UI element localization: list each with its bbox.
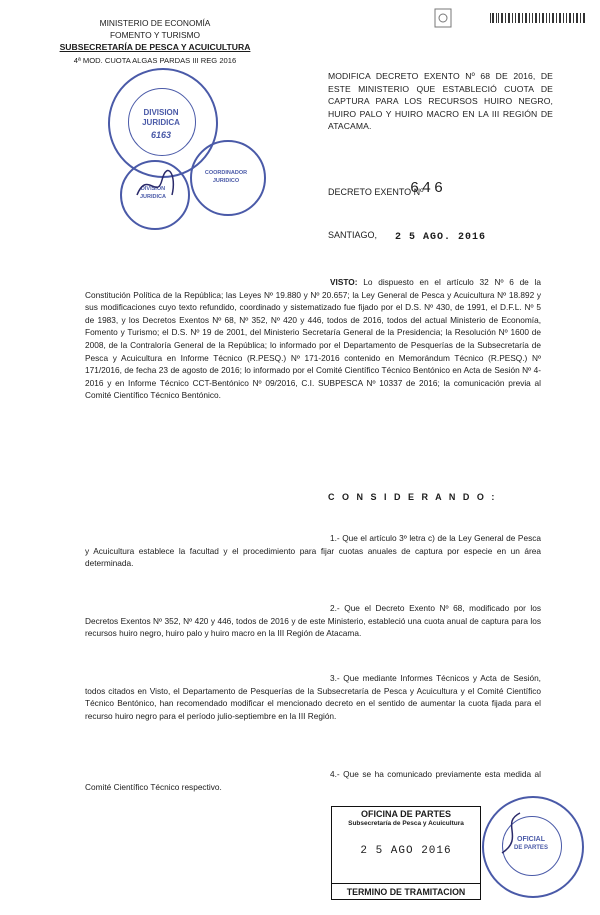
decreto-label: DECRETO EXENTO Nº: [328, 187, 424, 197]
barcode-icon: [488, 7, 588, 27]
oficina-partes-box: [331, 806, 481, 900]
considerando-item-4: [85, 768, 541, 793]
oficina-partes-title: OFICINA DE PARTES: [360, 809, 451, 819]
termino-tramitacion: TERMINO DE TRAMITACION: [332, 883, 480, 900]
oficial-line1: OFICIAL: [517, 836, 545, 843]
visto-paragraph: [85, 276, 541, 402]
considerando-item-1: [85, 532, 541, 570]
division-juridica-number: 6163: [150, 130, 172, 140]
division-juridica-line1: DIVISION: [143, 108, 179, 117]
header-ministry: MINISTERIO DE ECONOMÍA: [99, 18, 211, 28]
considerando-item-text: 4.- Que se ha comunicado previamente esta medida al Comité Científico Técnico respectivo.: [85, 769, 541, 792]
considerando-item-text: 2.- Que el Decreto Exento Nº 68, modificado por los Decretos Exentos Nº 352, Nº 420 y 446, todos de 2016 y de este Ministerio, estableció una cuota anual de captura para los recursos huiro negro, huiro palo y huiro macro en la III Región de Atacama.: [85, 603, 541, 639]
header-reference: 4ª MOD. CUOTA ALGAS PARDAS III REG 2016: [73, 56, 237, 65]
signature-icon: [490, 808, 530, 858]
oficial-line2: DE PARTES: [514, 845, 548, 851]
decreto-number: 646: [410, 180, 447, 197]
chile-emblem-icon: [432, 6, 454, 32]
coordinador-line1: COORDINADOR: [204, 170, 248, 176]
considerando-item-3: [85, 672, 541, 722]
header-subsecretaria: SUBSECRETARÍA DE PESCA Y ACUICULTURA: [59, 42, 251, 52]
header-fomento: FOMENTO Y TURISMO: [109, 30, 201, 40]
division-small-line2: JURIDICA: [140, 194, 166, 200]
document-title: MODIFICA DECRETO EXENTO Nº 68 DE 2016, DE ESTE MINISTERIO QUE ESTABLECIÓ CUOTA DE CAPTURA PARA LOS RECURSOS HUIRO NEGRO, HUIRO PALO Y HUIRO MACRO EN LA III REGIÓN DE ATACAMA.: [328, 71, 553, 131]
considerando-item-text: 3.- Que mediante Informes Técnicos y Acta de Sesión, todos citados en Visto, el Departamento de Pesquerías de la Subsecretaría de Pesca y Acuicultura y el Comité Científico Técnico Bentónico, han recomendado modificar el mencionado decreto en el sentido de aumentar la cuota fijada para el recurso huiro negro para el período julio-septiembre en la III Región.: [85, 673, 541, 721]
considerando-item-2: [85, 602, 541, 640]
division-small-line1: DIVISION: [140, 186, 166, 192]
oficina-partes-date: 2 5 AGO 2016: [360, 845, 452, 857]
santiago-date: 2 5 AGO. 2016: [395, 232, 487, 243]
visto-text: Lo dispuesto en el artículo 32 Nº 6 de la Constitución Política de la República; las Leyes Nº 19.880 y Nº 20.657; la Ley General de Pesca y Acuicultura Nº 18.892 y sus modificaciones cuyo texto refundido, coordinado y sistematizado fue fijado por el D.S. Nº 430, de 1991, el D.F.L. Nº 5 de 1983, y los Decretos Exentos Nº 68, Nº 352, Nº 420 y 446, todos de 2016, todos del actual Ministerio de Economía, Fomento y Turismo; el D.S. Nº 19 de 2001, del Ministerio Secretaría General de la Presidencia; la Resolución Nº 1600 de 2008, de la Contraloría General de la República; lo informado por el Departamento de Pesquerías de la Subsecretaría de Pesca y Acuicultura en Informe Técnico (R.PESQ.) Nº 171-2016 contenido en Memorándum Técnico (R.PESQ.) Nº 171/2016, de fecha 23 de agosto de 2016; lo informado por el Comité Científico Técnico Bentónico en Acta de Sesión Nº 4-2016 y en Informe Técnico CCT-Bentónico Nº 09/2016, C.I. SUBPESCA Nº 10337 de 2016; la comunicación previa al Comité Científico Técnico Bentónico.: [85, 277, 541, 401]
oficina-partes-subtitle: Subsecretaría de Pesca y Acuicultura: [348, 820, 464, 827]
division-juridica-line2: JURIDICA: [142, 118, 180, 127]
santiago-label: SANTIAGO,: [328, 230, 378, 240]
signature-icon: [132, 165, 182, 205]
considerando-item-text: 1.- Que el artículo 3º letra c) de la Ley General de Pesca y Acuicultura establece la facultad y el procedimiento para fijar cuotas anuales de captura por especie en un área determinada.: [85, 533, 541, 569]
coordinador-line2: JURIDICO: [212, 178, 240, 184]
visto-label: VISTO:: [330, 277, 358, 287]
considerando-label: C O N S I D E R A N D O :: [328, 492, 497, 502]
